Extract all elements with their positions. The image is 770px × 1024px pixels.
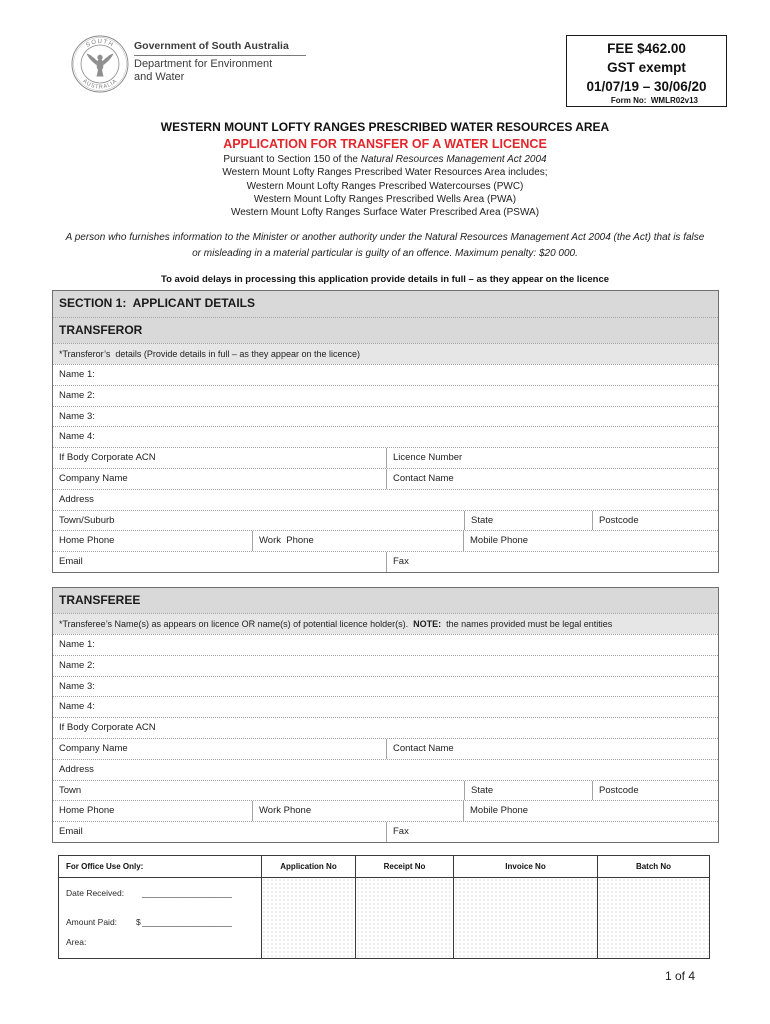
transferee-name-4-field[interactable]	[53, 697, 718, 717]
application-no-column	[261, 856, 355, 958]
transferee-details-table	[52, 587, 719, 843]
batch-no-column	[597, 856, 709, 958]
fee-period: 01/07/19 – 30/06/20	[586, 79, 707, 94]
field-label: Work Phone	[259, 805, 312, 817]
table-row	[53, 426, 718, 447]
fee-box	[566, 35, 727, 107]
false-information-warning: A person who furnishes information to the Minister or another authority under the Natural Resources Management Act 2004 (the Act) that is false or misleading in a material particular is guilty of an offence. Maximum penalty: $20 000.	[65, 232, 705, 259]
title-block	[0, 119, 770, 219]
transferee-heading-row	[53, 588, 718, 613]
invoice-no-field[interactable]	[454, 878, 597, 958]
area-item-pwa: Western Mount Lofty Ranges Prescribed Wells Area (PWA)	[253, 193, 517, 205]
field-label: Fax	[393, 826, 409, 838]
field-label: Home Phone	[59, 535, 115, 547]
date-received-line[interactable]: ___________________	[142, 888, 232, 898]
field-label: Company Name	[59, 472, 128, 484]
transferee-name-3-field[interactable]	[53, 677, 718, 697]
application-no-header: Application No	[262, 856, 355, 878]
field-label: Name 4:	[59, 431, 95, 443]
section-1-heading: SECTION 1: APPLICANT DETAILS	[59, 296, 256, 310]
invoice-no-header: Invoice No	[454, 856, 597, 878]
fee-amount: FEE $462.00	[607, 41, 686, 56]
transferee-email-field[interactable]	[53, 822, 386, 842]
area-title: WESTERN MOUNT LOFTY RANGES PRESCRIBED WATER RESOURCES AREA	[160, 120, 610, 134]
transferor-address-field[interactable]	[53, 490, 718, 510]
transferee-note-tail: the names provided must be legal entities	[441, 619, 613, 629]
field-label: Contact Name	[393, 742, 454, 754]
transferor-fax-field[interactable]	[386, 552, 718, 572]
piping-shrike-emblem	[87, 54, 114, 77]
office-use-details-cell	[59, 878, 261, 958]
transferee-fax-field[interactable]	[386, 822, 718, 842]
field-label: Town/Suburb	[59, 514, 115, 526]
field-label: Town	[59, 784, 82, 796]
seal-text-bottom: AUSTRALIA	[81, 78, 119, 91]
transferor-heading-row	[53, 317, 718, 343]
pursuant-line	[0, 153, 770, 166]
seal-text-top: SOUTH	[85, 38, 115, 49]
table-row	[53, 489, 718, 510]
field-label: Company Name	[59, 742, 128, 754]
transferor-email-field[interactable]	[53, 552, 386, 572]
transferor-town-field[interactable]	[53, 511, 464, 531]
area-item-pswa: Western Mount Lofty Ranges Surface Water Prescribed Area (PSWA)	[230, 207, 540, 219]
area-label: Area:	[66, 937, 87, 947]
table-row	[53, 655, 718, 676]
transferee-state-field[interactable]	[464, 781, 592, 801]
field-label: Mobile Phone	[470, 535, 529, 547]
field-label: If Body Corporate ACN	[59, 722, 156, 734]
field-label: Mobile Phone	[470, 805, 529, 817]
receipt-no-column	[355, 856, 453, 958]
transferee-contact-name-field[interactable]	[386, 739, 718, 759]
office-use-details-column	[59, 856, 261, 958]
transferee-home-phone-field[interactable]	[53, 801, 252, 821]
table-row	[53, 676, 718, 697]
table-row	[53, 634, 718, 655]
field-label: Postcode	[599, 514, 639, 526]
transferee-note-row	[53, 613, 718, 634]
page-number: 1 of 4	[664, 969, 695, 983]
amount-paid-currency: $	[136, 917, 141, 927]
organisation-name: Government of South Australia	[134, 39, 306, 56]
field-label: Postcode	[599, 784, 639, 796]
transferee-heading: TRANSFEREE	[59, 593, 141, 607]
gst-status: GST exempt	[607, 60, 686, 75]
transferee-note	[53, 614, 718, 634]
date-received-label: Date Received:	[66, 888, 125, 898]
table-row	[53, 406, 718, 427]
transferor-company-name-field[interactable]	[53, 469, 386, 489]
field-label: Name 1:	[59, 639, 95, 650]
form-number: Form No: WMLR02v13	[610, 96, 698, 105]
transferor-name-1-field[interactable]	[53, 365, 718, 385]
field-label: Licence Number	[393, 452, 463, 464]
transferor-heading: TRANSFEROR	[59, 323, 143, 337]
pursuant-act: Natural Resources Management Act 2004	[360, 154, 547, 165]
transferee-work-phone-field[interactable]	[252, 801, 463, 821]
transferee-name-1-field[interactable]	[53, 635, 718, 655]
field-label: Email	[59, 826, 83, 838]
transferor-home-phone-field[interactable]	[53, 531, 252, 551]
transferor-state-field[interactable]	[464, 511, 592, 531]
transferee-mobile-phone-field[interactable]	[463, 801, 718, 821]
table-row	[53, 821, 718, 842]
field-label: Name 3:	[59, 410, 95, 422]
application-title: APPLICATION FOR TRANSFER OF A WATER LICENCE	[223, 137, 547, 151]
transferor-contact-name-field[interactable]	[386, 469, 718, 489]
field-label: Email	[59, 556, 83, 568]
table-row	[53, 800, 718, 821]
batch-no-field[interactable]	[598, 878, 709, 958]
application-no-field[interactable]	[262, 878, 355, 958]
transferor-details-table	[52, 290, 719, 573]
table-row	[53, 530, 718, 551]
receipt-no-header: Receipt No	[356, 856, 453, 878]
amount-paid-line[interactable]: ___________________	[142, 917, 232, 927]
transferor-mobile-phone-field[interactable]	[463, 531, 718, 551]
table-row	[53, 551, 718, 572]
field-label: Fax	[393, 556, 409, 568]
table-row	[53, 759, 718, 780]
field-label: Name 2:	[59, 389, 95, 401]
field-label: Home Phone	[59, 805, 115, 817]
field-label: State	[471, 784, 494, 796]
field-label: Name 2:	[59, 659, 95, 671]
department-name-line-1: Department for Environment	[134, 58, 273, 70]
table-row	[53, 364, 718, 385]
transferor-name-2-field[interactable]	[53, 386, 718, 406]
office-use-table	[58, 855, 710, 959]
transferee-note-emphasis: NOTE:	[413, 619, 442, 629]
receipt-no-field[interactable]	[356, 878, 453, 958]
field-label: Work Phone	[259, 535, 314, 547]
area-includes-line: Western Mount Lofty Ranges Prescribed Water Resources Area includes;	[222, 167, 548, 179]
section-1-heading-row	[53, 291, 718, 317]
transferee-acn-field[interactable]	[53, 718, 718, 738]
transferor-acn-field[interactable]	[53, 448, 386, 468]
table-row	[53, 738, 718, 759]
field-label: If Body Corporate ACN	[59, 452, 156, 464]
transferee-note-text: *Transferee’s Name(s) as appears on licence OR name(s) of potential licence holder(s).	[59, 619, 414, 629]
field-label: Name 1:	[59, 369, 95, 380]
transferee-town-field[interactable]	[53, 781, 464, 801]
transferor-name-3-field[interactable]	[53, 407, 718, 427]
instruction-text: To avoid delays in processing this application provide details in full – as they appear on the licence	[160, 274, 610, 285]
department-name-line-2: and Water	[134, 71, 185, 83]
field-label: Contact Name	[393, 472, 454, 484]
invoice-no-column	[453, 856, 597, 958]
transferor-note: *Transferor’s details (Provide details in full – as they appear on the licence)	[59, 349, 360, 359]
table-row	[53, 717, 718, 738]
field-label: Name 3:	[59, 680, 95, 692]
amount-paid-label: Amount Paid:	[66, 917, 118, 927]
table-row	[53, 468, 718, 489]
field-label: Name 4:	[59, 701, 95, 713]
field-label: Address	[59, 493, 94, 505]
table-row	[53, 696, 718, 717]
table-row	[53, 510, 718, 531]
transferor-name-4-field[interactable]	[53, 427, 718, 447]
transferor-postcode-field[interactable]	[592, 511, 718, 531]
transferee-address-field[interactable]	[53, 760, 718, 780]
seal-text-top-wrapper	[85, 39, 114, 49]
field-label: Address	[59, 763, 94, 775]
area-item-pwc: Western Mount Lofty Ranges Prescribed Watercourses (PWC)	[246, 180, 524, 192]
office-use-title: For Office Use Only:	[59, 856, 261, 878]
transferor-work-phone-field[interactable]	[252, 531, 463, 551]
table-row	[53, 780, 718, 801]
transferor-note-row	[53, 343, 718, 364]
table-row	[53, 385, 718, 406]
field-label: State	[471, 514, 494, 526]
sa-government-seal-logo	[70, 34, 130, 94]
pursuant-prefix: Pursuant to Section 150 of the	[223, 154, 361, 165]
batch-no-header: Batch No	[598, 856, 709, 878]
transferee-company-name-field[interactable]	[53, 739, 386, 759]
table-row	[53, 447, 718, 468]
transferor-licence-number-field[interactable]	[386, 448, 718, 468]
organisation-block	[134, 39, 306, 84]
transferee-postcode-field[interactable]	[592, 781, 718, 801]
transferee-name-2-field[interactable]	[53, 656, 718, 676]
